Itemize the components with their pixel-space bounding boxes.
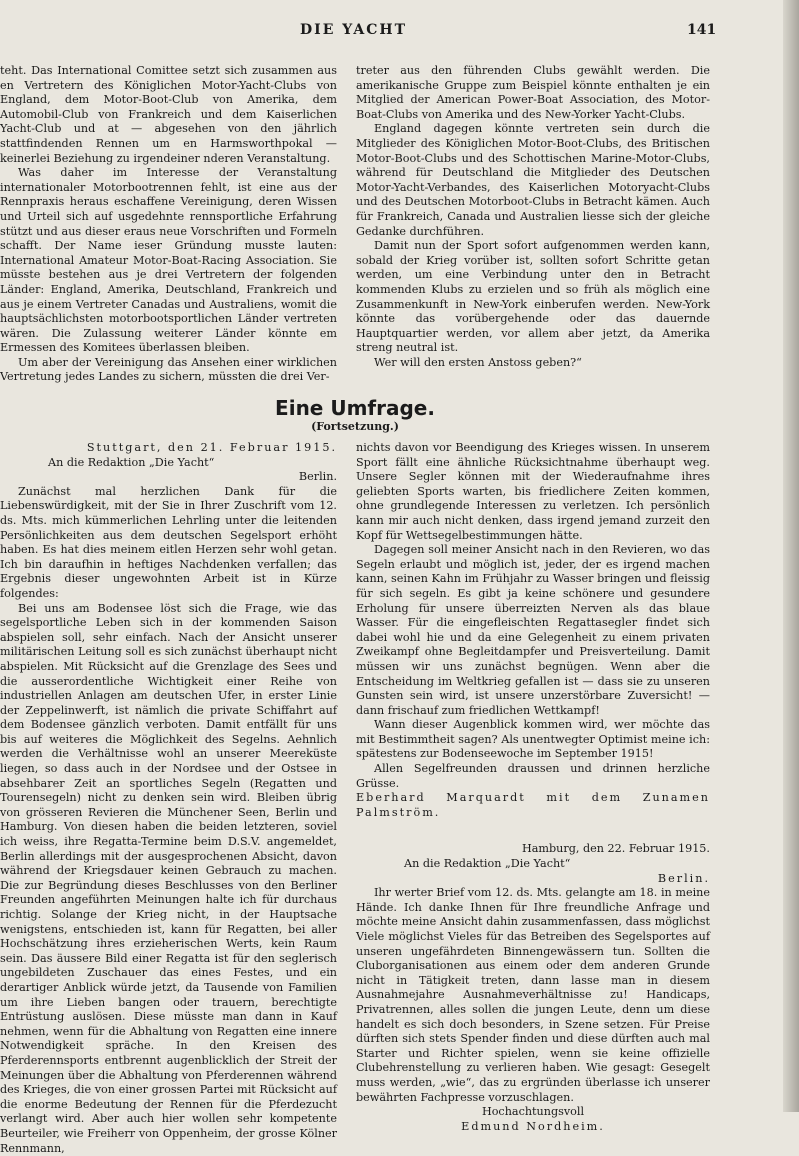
letter2-closing: Hochachtungsvoll (481, 1105, 585, 1119)
paragraph: Damit nun der Sport sofort aufgenommen werden kann, sobald der Krieg vorüber ist, sollten sofort Schritte getan werden, um eine Verbindung unter den in Betracht kommenden Klubs zu erzielen und so früh als möglich eine Zusammenkunft in New-York einberufen werden. New-York könnte das vorübergehende oder das dauernde Hauptquartier werden, vor allem aber jetzt, da Amerika streng neutral ist. (356, 239, 710, 355)
letter1-city: Berlin. (298, 470, 337, 484)
page-header (0, 0, 780, 46)
paragraph: Um aber der Vereinigung das Ansehen einer wirklichen Vertretung jedes Landes zu sichern, müssten die drei Ver- (0, 355, 337, 384)
paragraph: Wann dieser Augenblick kommen wird, wer möchte das mit Bestimmtheit sagen? Als unentwegter Optimist meine ich: spätestens zur Bodenseewoche im September 1915! (356, 718, 710, 761)
letter1-date: Stuttgart, den 21. Februar 1915. (86, 441, 337, 454)
letter2-date: Hamburg, den 22. Februar 1915. (521, 842, 710, 856)
page-edge-shadow (783, 0, 799, 1112)
article-subtitle: (Fortsetzung.) (311, 420, 399, 433)
paragraph: Zunächst mal herzlichen Dank für die Liebenswürdigkeit, mit der Sie in Ihrer Zuschrift vom 12. ds. Mts. mich kümmerlichen Lehrling unter die leitenden Persönlichkeiten aus dem deutschen Segelsport erhöht haben. Es hat dies meinem eitlen Herzen sehr wohl getan. Ich bin daraufhin in heftiges Nachdenken verfallen; das Ergebnis dieser ungewohnten Arbeit ist in Kürze folgendes: (0, 484, 337, 600)
paragraph: Ihr werter Brief vom 12. ds. Mts. gelangte am 18. in meine Hände. Ich danke Ihnen für Ihre freundliche Anfrage und möchte meine Ansicht dahin zusammenfassen, dass möglichst Viele möglichst Vieles für das Betreiben des Segelsportes auf unseren ungefährdeten Binnengewässern tun. Sollten die Cluborganisationen aus einem oder dem anderen Grunde nicht in Tätigkeit treten, dann lasse man in diesem Ausnahmejahre Ausnahmeverhältnisse zu! Handicaps, Privatrennen, alles sollen die jungen Leute, denn um diese handelt es sich doch besonders, in Szene setzen. Für Preise dürften sich stets Spender finden und diese dürften auch mal Starter und Richter spielen, wenn sie keine offizielle Clubehrenstellung zu verlieren haben. Wie gesagt: Gesegelt muss werden, „wie“, das zu ergründen überlasse ich unserer bewährten Fachpresse vorzuschlagen. (356, 886, 710, 1104)
letter2-city: Berlin. (657, 871, 710, 885)
letter2-signature: Edmund Nordheim. (461, 1119, 605, 1133)
letter1-column-right (356, 441, 710, 1134)
paragraph: nichts davon vor Beendigung des Krieges wissen. In unserem Sport fällt eine ähnliche Rücksichtnahme überhaupt weg. Unsere Segler können mit der Wiederaufnahme ihres geliebten Sports warten, bis friedlichere Zeiten kommen, ohne grundlegende Interessen zu verletzen. Ich persönlich kann mir auch nicht denken, dass irgend jemand zurzeit den Kopf für Wettsegelbestimmungen hätte. (356, 441, 710, 542)
paragraph: Was daher im Interesse der Veranstaltung internationaler Motorbootrennen fehlt, ist eine aus der Rennpraxis heraus eschaffene Vereinigung, deren Wissen und Urteil sich auf usgedehnte rennsportliche Erfahrung stützt und aus dieser eraus neue Vorschriften und Formeln schafft. Der Name ieser Gründung musste lauten: International Amateur Motor-Boat-Racing Association. Sie müsste bestehen aus je drei Vertretern der folgenden Länder: England, Amerika, Deutschland, Frankreich und aus je einem Vertreter Canadas und Australiens, womit die hauptsächlichsten motorbootsportlichen Länder vertreten wären. Die Zulassung weiterer Länder könnte em Ermessen des Komitees überlassen bleiben. (0, 166, 337, 355)
paragraph: England dagegen könnte vertreten sein durch die Mitglieder des Königlichen Motor-Boot-Clubs, des Britischen Motor-Boot-Clubs und des Schottischen Marine-Motor-Clubs, während für Deutschland die Mitglieder des Deutschen Motor-Yacht-Verbandes, des Kaiserlichen Motoryacht-Clubs und des Deutschen Motorboot-Clubs in Betracht kämen. Auch für Frankreich, Canada und Australien liesse sich der gleiche Gedanke durchführen. (356, 122, 710, 238)
letter1-signature: Eberhard Marquardt mit dem Zunamen Palmström. (356, 791, 710, 819)
letter2-recipient: An die Redaktion „Die Yacht“ (404, 857, 571, 871)
letter1-column-left (0, 441, 337, 1156)
paragraph: Dagegen soll meiner Ansicht nach in den Revieren, wo das Segeln erlaubt und möglich ist, jeder, der es irgend machen kann, seinen Kahn im Frühjahr zu Wasser bringen und fleissig für sich segeln. Es gibt ja keine schönere und gesundere Erholung für unsere überreizten Nerven als das blaue Wasser. Für die eingefleischten Regattasegler findet sich dabei wohl hie und da eine Gelegenheit zu einem privaten Zweikampf ohne Begleitdampfer und Preisverteilung. Damit müssen wir uns zunächst begnügen. Wenn aber die Entscheidung im Weltkrieg gefallen ist — dass sie zu unseren Gunsten sein wird, ist unsere unzerstörbare Zuversicht! — dann frischauf zum friedlichen Wettkampf! (356, 543, 710, 717)
journal-title: DIE YACHT (300, 22, 407, 38)
top-column-right (356, 64, 710, 370)
page-number: 141 (687, 22, 717, 38)
letter1-recipient: An die Redaktion „Die Yacht“ (48, 455, 215, 469)
paragraph: teht. Das International Comittee setzt sich zusammen aus en Vertretern des Königlichen Motor-Yacht-Clubs von England, dem Motor-Boot-Club von Amerika, dem Automobil-Club von Frankreich und dem Kaiserlichen Yacht-Club und at — abgesehen von den jährlich stattfindenden Rennen um en Harmsworthpokal — keinerlei Beziehung zu irgendeiner nderen Veranstaltung. (0, 64, 337, 165)
paragraph: Wer will den ersten Anstoss geben?“ (374, 355, 582, 369)
article-title: Eine Umfrage. (275, 396, 435, 420)
top-column-left (0, 64, 337, 385)
paragraph: Allen Segelfreunden draussen und drinnen herzliche Grüsse. (356, 762, 710, 790)
paragraph: treter aus den führenden Clubs gewählt werden. Die amerikanische Gruppe zum Beispiel könnte enthalten je ein Mitglied der American Power-Boat Association, des Motor-Boat-Clubs von Amerika und des New-Yorker Yacht-Clubs. (356, 64, 710, 121)
paragraph: Bei uns am Bodensee löst sich die Frage, wie das segelsportliche Leben sich in der kommenden Saison abspielen soll, sehr einfach. Nach der Ansicht unserer militärischen Leitung soll es sich zunächst überhaupt nicht abspielen. Mit Rücksicht auf die Grenzlage des Sees und die ausserordentliche Wichtigkeit einer Reihe von industriellen Anlagen am deutschen Ufer, in erster Linie der Zeppelinwerft, ist nämlich die private Schiffahrt auf dem Bodensee gänzlich verboten. Damit entfällt für uns bis auf weiteres die Möglichkeit des Segelns. Aehnlich werden die Verhältnisse wohl an unserer Meereküste liegen, so dass auch in der Nordsee und der Ostsee in absehbarer Zeit an sportliches Segeln (Regatten und Tourensegeln) nicht zu denken sein wird. Bleiben übrig von grösseren Revieren die Münchener Seen, Berlin und Hamburg. Von diesen haben die beiden letzteren, soviel ich weiss, ihre Regatta-Termine beim D.S.V. angemeldet, Berlin allerdings mit der ausgesprochenen Absicht, davon während der Kriegsdauer keinen Gebrauch zu machen. Die zur Begründung dieses Beschlusses von den Berliner Freunden angeführten Meinungen halte ich für durchaus richtig. Solange der Krieg nicht, in der Hauptsache wenigstens, entschieden ist, kann für Regatten, bei aller Hochschätzung ihres erzieherischen Werts, kein Raum sein. Das äussere Bild einer Regatta ist für den seglerisch ungebildeten Zuschauer das eines Festes, und ein derartiger Anblick würde jetzt, da Tausende von Familien um ihre Lieben bangen oder trauern, berechtigte Entrüstung auslösen. Diese müsste man dann in Kauf nehmen, wenn für die Abhaltung von Regatten eine innere Notwendigkeit spräche. In den Kreisen des Pferderennsports entbrennt augenblicklich der Streit der Meinungen über die Abhaltung von Pferderennen während des Krieges, die von einer grossen Partei mit Rücksicht auf die enorme Bedeutung der Rennen für die Pferdezucht verlangt wird. Aber auch hier wollen sehr kompetente Beurteiler, wie Freiherr von Oppenheim, der grosse Kölner Rennmann, (0, 601, 337, 1155)
